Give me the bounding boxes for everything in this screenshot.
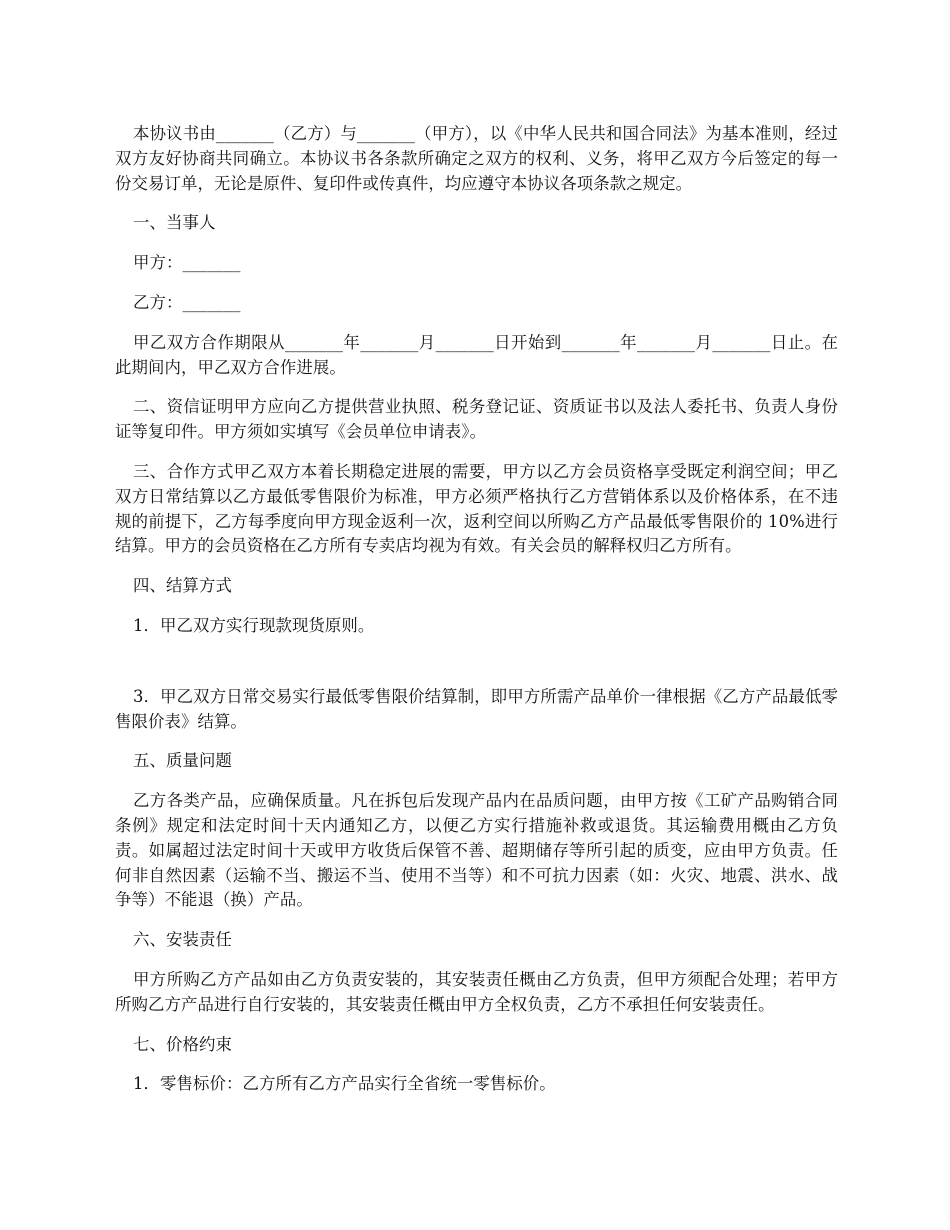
heading-quality: 五、质量问题 <box>133 751 232 771</box>
settlement-item-1: 1．甲乙双方实行现款现货原则。 <box>133 615 375 635</box>
heading-settlement: 四、结算方式 <box>133 576 232 596</box>
paragraph-credentials: 二、资信证明甲方应向乙方提供营业执照、税务登记证、资质证书以及法人委托书、负责人身份证等复印件。甲方须如实填写《会员单位申请表》。 <box>115 397 838 442</box>
paragraph-cooperation: 三、合作方式甲乙双方本着长期稳定进展的需要，甲方以乙方会员资格享受既定利润空间；甲乙双方日常结算以乙方最低零售限价为标准，甲方必须严格执行乙方营销体系以及价格体系，在不违规的前提下，乙方每季度向甲方现金返利一次，返利空间以所购乙方产品最低零售限价的 10%进行结算。甲方的会员资格在乙方所有专卖店均视为有效。有关会员的解释权归乙方所有。 <box>115 461 838 556</box>
paragraph-term: 甲乙双方合作期限从_______年_______月_______日开始到_______年_______月_______日止。在此期间内，甲乙双方合作进展。 <box>115 332 838 377</box>
heading-installation: 六、安装责任 <box>133 930 232 950</box>
paragraph-installation: 甲方所购乙方产品如由乙方负责安装的，其安装责任概由乙方负责，但甲方须配合处理；若甲方所购乙方产品进行自行安装的，其安装责任概由甲方全权负责，乙方不承担任何安装责任。 <box>115 969 838 1014</box>
heading-price: 七、价格约束 <box>133 1034 232 1054</box>
party-b-line: 乙方：_______ <box>133 292 241 312</box>
price-item-1: 1．零售标价：乙方所有乙方产品实行全省统一零售标价。 <box>133 1074 556 1094</box>
paragraph-quality: 乙方各类产品，应确保质量。凡在拆包后发现产品内在品质问题，由甲方按《工矿产品购销合同条例》规定和法定时间十天内通知乙方，以便乙方实行措施补救或退货。其运输费用概由乙方负责。如属超过法定时间十天或甲方收货后保管不善、超期储存等所引起的质变，应由甲方负责。任何非自然因素（运输不当、搬运不当、使用不当等）和不可抗力因素（如：火灾、地震、洪水、战争等）不能退（换）产品。 <box>115 791 838 910</box>
paragraph-preamble: 本协议书由_______（乙方）与_______（甲方），以《中华人民共和国合同法》为基本准则，经过双方友好协商共同确立。本协议书各条款所确定之双方的权利、义务，将甲乙双方今后签定的每一份交易订单，无论是原件、复印件或传真件，均应遵守本协议各项条款之规定。 <box>115 124 838 193</box>
party-a-line: 甲方：_______ <box>133 253 241 273</box>
settlement-item-3: 3．甲乙双方日常交易实行最低零售限价结算制，即甲方所需产品单价一律根据《乙方产品最低零售限价表》结算。 <box>115 686 838 731</box>
heading-parties: 一、当事人 <box>133 213 216 233</box>
